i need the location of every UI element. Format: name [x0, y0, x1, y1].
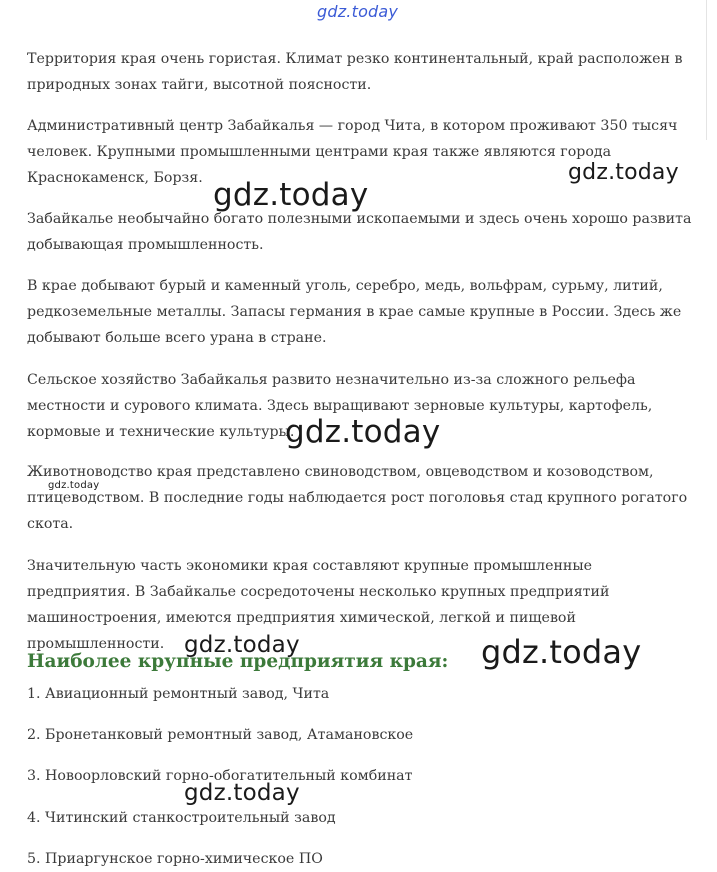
paragraph-livestock: Животноводство края представлено свиноводством, овцеводством и козоводством, птицеводством. В последние годы наблюдается рост поголовья стад крупного рогатого скота.: [27, 464, 688, 532]
paragraph-agriculture: Сельское хозяйство Забайкалья развито незначительно из-за сложного рельефа местности и сурового климата. Здесь выращивают зерновые культуры, картофель, кормовые и технические культуры.: [27, 372, 653, 440]
list-item: 1. Авиационный ремонтный завод, Чита: [27, 686, 330, 702]
paragraph-minerals: Забайкалье необычайно богато полезными ископаемыми и здесь очень хорошо развита добывающая промышленность.: [27, 211, 692, 253]
list-item: 3. Новоорловский горно-обогатительный комбинат: [27, 768, 413, 784]
watermark-text: gdz.today: [184, 780, 300, 806]
watermark-text: gdz.today: [285, 414, 441, 450]
watermark-text: gdz.today: [481, 633, 642, 671]
list-item: 5. Приаргунское горно-химическое ПО: [27, 851, 323, 867]
section-heading: Наиболее крупные предприятия края:: [27, 651, 449, 672]
paragraph-industry: Значительную часть экономики края составляют крупные промышленные предприятия. В Забайкалье сосредоточены несколько крупных предприятий машиностроения, имеются предприятия химической, легкой и пищевой промышленности.: [27, 558, 610, 652]
page-right-border: [706, 0, 707, 140]
watermark-text: gdz.today: [213, 177, 369, 213]
list-item: 4. Читинский станкостроительный завод: [27, 810, 336, 826]
watermark-text: gdz.today: [568, 160, 679, 185]
watermark-text: gdz.today: [48, 480, 100, 491]
list-item: 2. Бронетанковый ремонтный завод, Атамановское: [27, 727, 414, 743]
paragraph-mining: В крае добывают бурый и каменный уголь, серебро, медь, вольфрам, сурьму, литий, редкоземельные металлы. Запасы германия в крае самые крупные в России. Здесь же добывают больше всего урана в стране.: [27, 278, 682, 346]
paragraph-terrain: Территория края очень гористая. Климат резко континентальный, край расположен в природных зонах тайги, высотной поясности.: [27, 51, 683, 93]
paragraph-admin-center: Административный центр Забайкалья — город Чита, в котором проживают 350 тысяч человек. Крупными промышленными центрами края также являются города Краснокаменск, Борзя.: [27, 118, 678, 186]
watermark-text: gdz.today: [184, 632, 300, 658]
watermark-logo: gdz.today: [317, 2, 399, 21]
